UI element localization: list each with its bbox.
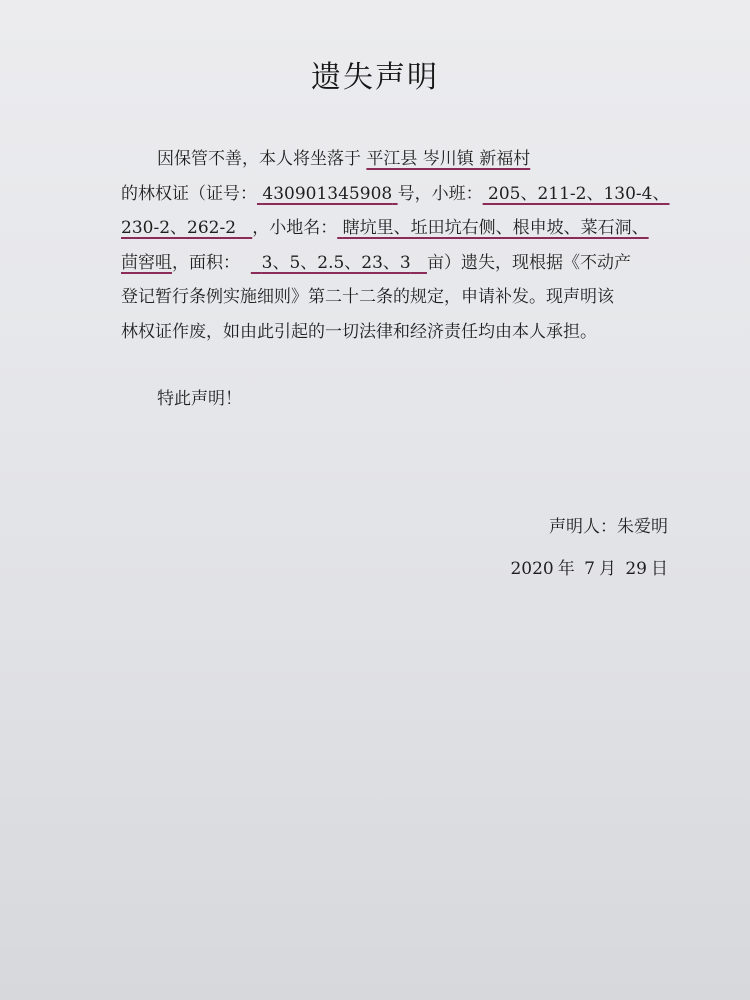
plot-numbers-field-1: 205、211-2、130-4、 [488,183,670,204]
statement-line-2 [121,177,671,212]
date-day: 29 [625,559,647,579]
statement-line-6: 林权证作废，如由此引起的一切法律和经济责任均由本人承担。 [121,321,597,342]
document-title: 遗失声明 [311,60,439,95]
plot-numbers-field-2: 230-2、262-2 [121,218,237,238]
date-month-unit: 月 [598,559,616,579]
date-month: 7 [584,559,595,579]
text-segment: 的林权证（证号： [121,183,257,204]
text-segment: ，小地名： [252,218,338,238]
certificate-number-field: 430901345908 [262,183,393,204]
statement-line-1 [121,142,671,177]
place-names-field-1: 瞎坑里、坵田坑右侧、根申坡、菜石洞、 [342,218,649,238]
statement-line-3 [121,211,671,246]
closing-remark: 特此声明！ [157,389,242,409]
statement-body [121,142,671,349]
text-segment: 因保管不善，本人将坐落于 [157,149,361,169]
date-year: 2020 [510,559,554,579]
text-segment: ，面积： [172,252,240,273]
statement-line-5: 登记暂行条例实施细则》第二十二条的规定，申请补发。现声明该 [121,287,614,307]
area-field: 3、5、2.5、23、3 [261,252,411,273]
declarant-name: 朱爱明 [617,517,668,537]
date-day-unit: 日 [651,559,668,579]
text-segment: 亩）遗失，现根据《不动产 [426,252,631,273]
declarant-signature [549,512,668,537]
statement-date [508,554,670,579]
statement-line-4 [121,246,671,281]
text-segment: 号，小班： [397,183,483,204]
place-names-field-2: 茴窖咀 [121,252,172,273]
date-year-unit: 年 [557,559,575,579]
declarant-label: 声明人： [549,517,617,537]
location-field: 平江县 岑川镇 新福村 [366,149,531,169]
